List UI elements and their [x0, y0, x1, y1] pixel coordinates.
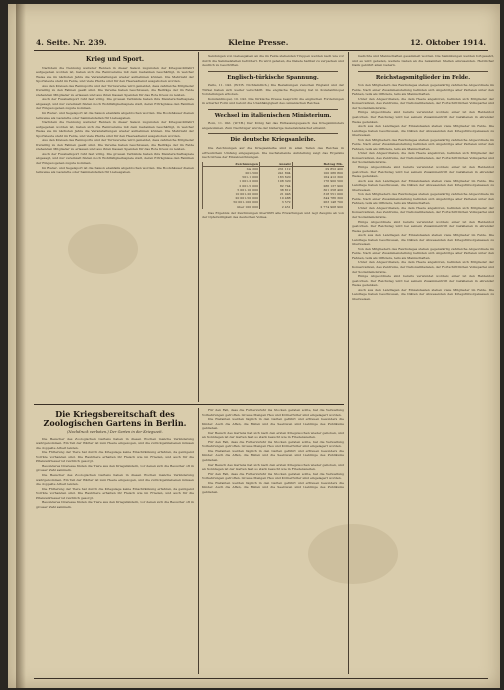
table-cell: 21 046 [260, 192, 293, 196]
paragraph: Konstantinopel, 10. Okt. Die türkische Presse bespricht die englischen Forderungen in scharfer Form und betont die Unabhängigkeit des osmanischen Reiches. [202, 96, 344, 106]
paragraph: Unter den Abgeordneten, die dem Heere angehören, befinden sich Mitglieder der Konservativen, des Zentrums, der Nationalliberalen, der Fortschrittlichen Volkspartei und der Sozialdemokratie. [352, 96, 494, 110]
column-divider [198, 408, 199, 674]
column-divider [198, 52, 199, 402]
page-number: 4. Seite. Nr. 239. [36, 37, 107, 47]
news-column [202, 54, 344, 400]
table-cell: 5 001-10 000 [203, 188, 260, 192]
table-cell: 318 551 000 [292, 192, 344, 196]
table-cell: über 100 000 [203, 205, 260, 209]
headline: Die deutsche Kriegsanleihe. [230, 137, 316, 144]
table-cell: 38 812 [260, 188, 293, 192]
header-rule [34, 50, 488, 51]
paragraph: Rom, 11. Okt. (W.T.B.) Der König hat das Entlassungsgesuch des Kriegsministers angenommen. Zum Nachfolger wurde der bisherige Generalstabschef ernannt. [202, 121, 344, 130]
article-continuation [202, 408, 344, 674]
paragraph: Nachdem die Nennung weiterer Rennen in dieser Saison zugunsten der Kriegswohlfahrt aufgegeben worden ist, haben sich die Rennvereine mit dem Gedanken beschäftigt, in welcher Weise sie im nächsten Jahre die Veranstaltungen wieder aufnehmen können. Die Mehrzahl der Sportsleute steht im Felde, und viele Pferde sind für den Heeresdienst ausgehoben worden. [36, 120, 194, 138]
paragraph: Die Besucher des Zoologischen Gartens haben in diesen Wochen manche Veränderung wahrgenommen. Ein Teil der Wärter ist zum Heere eingezogen, und die zurückgebliebenen müssen die doppelte Arbeit leisten. [36, 472, 194, 487]
table-row [203, 205, 345, 209]
paragraph: Einige Abgeordnete sind bereits verwundet worden; einer ist den Heldentod gestorben. Der Reichstag wird bei seinem Zusammentritt der Gefallenen in ehrender Weise gedenken. [352, 110, 494, 124]
paragraph: Für den Fall, dass die Futterzufuhr ins Stocken geraten sollte, hat die Verwaltung Vorkehrungen getroffen. Grosse Mengen Heu und Körnerfutter sind eingelagert worden. [202, 471, 344, 481]
table-cell: 501-1 000 [203, 175, 260, 179]
paragraph: Im Ruder- und Segelsport ist die Saison ebenfalls abgebrochen worden. Die Bootshäuser dienen teilweise als Lazarette oder Sammelstellen für Liebesgaben. [36, 110, 194, 120]
table-cell: 3 572 [260, 200, 293, 204]
right-column [352, 54, 494, 674]
paragraph: Der Besuch des Gartens hat sich nach den ersten Kriegswochen wieder gehoben, und an Sonntagen ist der Garten fast so stark besucht wie in Friedenszeiten. [202, 462, 344, 472]
table-cell: 82 744 [260, 184, 293, 188]
paragraph: Paris, 11. Okt. (W.T.B. Nichtamtlich.) Die Beziehungen zwischen England und der Türkei haben sich weiter verschärft. Die englische Regierung hat in Konstantinopel Vorstellungen erhoben. [202, 83, 344, 97]
separator [208, 71, 338, 72]
newspaper-page [8, 4, 500, 688]
table-cell: 2 451 [260, 205, 293, 209]
table-cell: 164 412 300 [292, 175, 344, 179]
paragraph: Von den Mitgliedern des Reichstages stehen gegenwärtig zahlreiche Abgeordnete im Felde. Nach einer Zusammenstellung befinden sich Angehörige aller Parteien unter den Fahnen, teils als Offiziere, teils als Mannschaften. [352, 137, 494, 151]
paragraph: Auch aus den Landtagen der Einzelstaaten stehen viele Mitglieder im Felde. Die Landtage haben beschlossen, die Diäten der Abwesenden den Kriegsfürsorgekassen zu überweisen. [352, 124, 494, 138]
paragraph: Sendungen von Liebesgaben an die im Felde stehenden Truppen werden nach wie vor durch die Sammelstellen befördert. Es wird gebeten, die Pakete haltbar zu verpacken und deutlich zu beschriften. [202, 54, 344, 68]
paragraph: Das Ergebnis der Zeichnungen übertrifft alle Erwartungen und legt Zeugnis ab von der Opferwilligkeit des deutschen Volkes. [202, 210, 344, 220]
paragraph: Auch aus den Landtagen der Einzelstaaten stehen viele Mitglieder im Felde. Die Landtage haben beschlossen, die Diäten der Abwesenden den Kriegsfürsorgekassen zu überweisen. [352, 178, 494, 192]
table-header: Anzahl [260, 162, 293, 167]
paragraph: Gedichte und Mannschaften gesammelt worden. Die Sammlungen werden fortgesetzt, und es wird gebeten, weitere Gaben an die bekannten Stellen einzusenden. Herzlicher Dank gebührt allen Gebern. [352, 54, 494, 68]
paragraph: Von den Mitgliedern des Reichstages stehen gegenwärtig zahlreiche Abgeordnete im Felde. Nach einer Zusammenstellung befinden sich Angehörige aller Parteien unter den Fahnen, teils als Offiziere, teils als Mannschaften. [352, 192, 494, 206]
paragraph: Die Elefanten werden täglich in den Garten geführt und erfreuen besonders die Kinder. Auch die Affen, die Bären und die Seelöwen sind Lieblinge des Publikums geblieben. [202, 480, 344, 494]
page-header [36, 36, 486, 48]
headline: Die Kriegsbereitschaft des Zoologischen Gartens in Berlin. [43, 409, 187, 428]
paragraph: Nachdem die Nennung weiterer Rennen in dieser Saison zugunsten der Kriegswohlfahrt aufgegeben worden ist, haben sich die Rennvereine mit dem Gedanken beschäftigt, in welcher Weise sie im nächsten Jahre die Veranstaltungen wieder aufnehmen können. Die Mehrzahl der Sportsleute steht im Felde, und viele Pferde sind für den Heeresdienst ausgehoben worden. [36, 65, 194, 84]
table-cell: 2 001-5 000 [203, 184, 260, 188]
table-cell: 183 620 [260, 175, 293, 179]
table-cell: 241 804 [260, 171, 293, 175]
paragraph: Auch der Fussballsport ruht fast völlig. Die grossen Verbände haben ihre Meisterschaftsspiele abgesagt, und nur vereinzelt finden noch Wohltätigkeitsspiele statt, deren Erträgnisse den Familien der Eingezogenen zugute kommen. [36, 151, 194, 165]
table-cell: 263 148 700 [292, 200, 344, 204]
table-cell: 344 786 300 [292, 196, 344, 200]
table-cell: 231 112 [260, 166, 293, 171]
paragraph: Für den Fall, dass die Futterzufuhr ins Stocken geraten sollte, hat die Verwaltung Vorkehrungen getroffen. Grosse Mengen Heu und Körnerfutter sind eingelagert worden. [202, 439, 344, 449]
column-divider [348, 52, 349, 674]
paragraph: Auch der Fussballsport ruht fast völlig. Die grossen Verbände haben ihre Meisterschaftsspiele abgesagt, und nur vereinzelt finden noch Wohltätigkeitsspiele statt, deren Erträgnisse den Familien der Eingezogenen zugute kommen. [36, 97, 194, 111]
headline: Englisch-türkische Spannung. [227, 74, 319, 81]
separator [208, 109, 338, 110]
table-cell: 108 320 [260, 179, 293, 183]
table-header: Betrag Mk. [292, 162, 344, 167]
headline: Reichstagsmitglieder im Felde. [375, 74, 471, 81]
table-cell: 20 001-50 000 [203, 196, 260, 200]
footer-rule [34, 678, 488, 679]
paragraph: Für den Fall, dass die Futterzufuhr ins Stocken geraten sollte, hat die Verwaltung Vorkehrungen getroffen. Grosse Mengen Heu und Körnerfutter sind eingelagert worden. [202, 408, 344, 417]
binding-shadow [16, 4, 26, 688]
paragraph: Auch aus den Landtagen der Einzelstaaten stehen viele Mitglieder im Felde. Die Landtage haben beschlossen, die Diäten der Abwesenden den Kriegsfürsorgekassen zu überweisen. [352, 233, 494, 247]
separator [358, 71, 488, 72]
paragraph: Im Ruder- und Segelsport ist die Saison ebenfalls abgebrochen worden. Die Bootshäuser dienen teilweise als Lazarette oder Sammelstellen für Liebesgaben. [36, 165, 194, 175]
table-cell: 301 258 400 [292, 188, 344, 192]
paragraph: Der Besuch des Gartens hat sich nach den ersten Kriegswochen wieder gehoben, und an Sonntagen ist der Garten fast so stark besucht wie in Friedenszeiten. [202, 430, 344, 440]
separator [208, 133, 338, 134]
issue-date: 12. Oktober 1914. [410, 37, 486, 47]
paragraph: Die Fütterung der Tiere hat durch die Kriegslage keine Einschränkung erfahren, da genügend Vorräte vorhanden sind. Die Raubtiere erhalten ihr Fleisch wie im Frieden, und auch für die Pflanzenfresser ist reichlich gesorgt. [36, 450, 194, 464]
paragraph: Die Zeichnungen auf die Kriegsanleihe sind in allen Teilen des Reiches in erfreulichem Umfang eingegangen. Die nachstehende Aufstellung zeigt das Ergebnis nach Grösse der Einzelzeichnungen. [202, 145, 344, 160]
paragraph: Unter den Abgeordneten, die dem Heere angehören, befinden sich Mitglieder der Konservativen, des Zentrums, der Nationalliberalen, der Fortschrittlichen Volkspartei und der Sozialdemokratie. [352, 151, 494, 165]
paragraph: Die Besucher des Zoologischen Gartens haben in diesen Wochen manche Veränderung wahrgenommen. Ein Teil der Wärter ist zum Heere eingezogen, und die zurückgebliebenen müssen die doppelte Arbeit leisten. [36, 436, 194, 450]
subtitle: (Nachdruck verboten.) Der Garten in der Kriegszeit. [67, 430, 163, 434]
table-cell: 50 001-100 000 [203, 200, 260, 204]
table-cell: 10 001-20 000 [203, 192, 260, 196]
table-cell: 2 774 908 900 [292, 205, 344, 209]
paragraph: Einige Abgeordnete sind bereits verwundet worden; einer ist den Heldentod gestorben. Der Reichstag wird bei seinem Zusammentritt der Gefallenen in ehrender Weise gedenken. [352, 219, 494, 233]
paragraph: Aus den Kreisen des Rennsports und der Turnvereine wird gemeldet, dass zahlreiche Mitglieder freiwillig zu den Fahnen geeilt sind. Die Vereine haben beschlossen, die Beiträge der im Felde stehenden Mitglieder zu erlassen und aus ihren Kassen Spenden für das Rote Kreuz zu leisten. [36, 83, 194, 97]
paragraph: Einige Abgeordnete sind bereits verwundet worden; einer ist den Heldentod gestorben. Der Reichstag wird bei seinem Zusammentritt der Gefallenen in ehrender Weise gedenken. [352, 274, 494, 288]
headline: Wechsel im italienischen Ministerium. [214, 112, 332, 119]
table-cell: 10 488 [260, 196, 293, 200]
table-cell: 286 137 900 [292, 184, 344, 188]
paragraph: Besonderes Interesse finden die Tiere aus den Kriegsländern, vor denen sich die Besucher oft in grosser Zahl sammeln. [36, 463, 194, 473]
paragraph: Einige Abgeordnete sind bereits verwundet worden; einer ist den Heldentod gestorben. Der Reichstag wird bei seinem Zusammentritt der Gefallenen in ehrender Weise gedenken. [352, 164, 494, 179]
table-cell: 1 001-2 000 [203, 179, 260, 183]
paragraph: Unter den Abgeordneten, die dem Heere angehören, befinden sich Mitglieder der Konservativen, des Zentrums, der Nationalliberalen, der Fortschrittlichen Volkspartei und der Sozialdemokratie. [352, 205, 494, 219]
paragraph: Von den Mitgliedern des Reichstages stehen gegenwärtig zahlreiche Abgeordnete im Felde. Nach einer Zusammenstellung befinden sich Angehörige aller Parteien unter den Fahnen, teils als Offiziere, teils als Mannschaften. [352, 246, 494, 260]
war-loan-table [202, 162, 344, 209]
table-cell: bis 200 [203, 166, 260, 171]
article-zoologischer-garten [36, 408, 194, 674]
paragraph: Besonderes Interesse finden die Tiere aus den Kriegsländern, vor denen sich die Besucher oft in grosser Zahl sammeln. [36, 500, 194, 509]
table-header: Zeichnungen [203, 162, 260, 167]
section-rule [34, 404, 344, 405]
table-cell: 201-500 [203, 171, 260, 175]
paragraph: Aus den Kreisen des Rennsports und der Turnvereine wird gemeldet, dass zahlreiche Mitglieder freiwillig zu den Fahnen geeilt sind. Die Vereine haben beschlossen, die Beiträge der im Felde stehenden Mitglieder zu erlassen und aus ihren Kassen Spenden für das Rote Kreuz zu leisten. [36, 138, 194, 152]
paragraph: Unter den Abgeordneten, die dem Heere angehören, befinden sich Mitglieder der Konservativen, des Zentrums, der Nationalliberalen, der Fortschrittlichen Volkspartei und der Sozialdemokratie. [352, 260, 494, 274]
table-cell: 176 900 500 [292, 179, 344, 183]
newspaper-name: Kleine Presse. [228, 37, 289, 47]
headline: Krieg und Sport. [85, 56, 145, 63]
table-cell: 100 286 800 [292, 171, 344, 175]
paragraph: Auch aus den Landtagen der Einzelstaaten stehen viele Mitglieder im Felde. Die Landtage haben beschlossen, die Diäten der Abwesenden den Kriegsfürsorgekassen zu überweisen. [352, 287, 494, 301]
paragraph: Die Elefanten werden täglich in den Garten geführt und erfreuen besonders die Kinder. Auch die Affen, die Bären und die Seelöwen sind Lieblinge des Publikums geblieben. [202, 417, 344, 431]
paragraph: Die Elefanten werden täglich in den Garten geführt und erfreuen besonders die Kinder. Auch die Affen, die Bären und die Seelöwen sind Lieblinge des Publikums geblieben. [202, 448, 344, 463]
paragraph: Von den Mitgliedern des Reichstages stehen gegenwärtig zahlreiche Abgeordnete im Felde. Nach einer Zusammenstellung befinden sich Angehörige aller Parteien unter den Fahnen, teils als Offiziere, teils als Mannschaften. [352, 83, 494, 97]
table-cell: 29 852 400 [292, 166, 344, 171]
paragraph: Die Fütterung der Tiere hat durch die Kriegslage keine Einschränkung erfahren, da genügend Vorräte vorhanden sind. Die Raubtiere erhalten ihr Fleisch wie im Frieden, und auch für die Pflanzenfresser ist reichlich gesorgt. [36, 486, 194, 500]
article-krieg-und-sport [36, 54, 194, 400]
